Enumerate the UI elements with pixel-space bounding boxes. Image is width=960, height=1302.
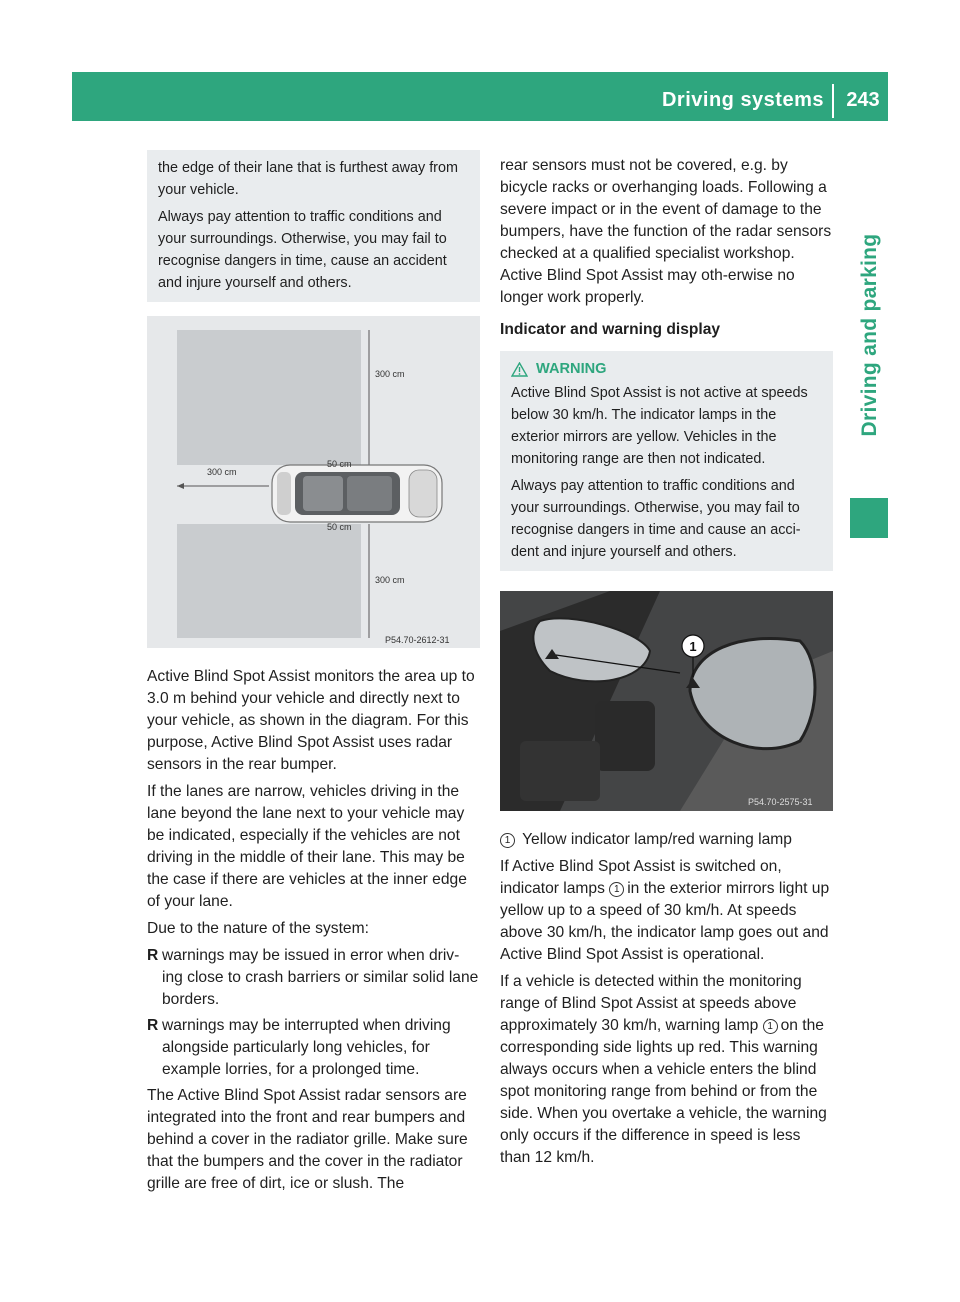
- photo-callout: 1: [689, 639, 697, 654]
- legend-text: Yellow indicator lamp/red warning lamp: [522, 831, 792, 848]
- vehicle-top-view: [272, 465, 442, 522]
- side-tab-label: Driving and parking: [858, 233, 881, 437]
- label-300cm-bottom: 300 cm: [375, 575, 405, 585]
- page-header: [72, 72, 888, 121]
- warning-text-2: Always pay attention to traffic conditions and your surroundings. Otherwise, you may fail to recognise dangers in time and cause an acci-dent and injure yourself and others.: [511, 478, 801, 560]
- label-300cm-side: 300 cm: [207, 467, 237, 477]
- right-paragraph-1: rear sensors must not be covered, e.g. by bicycle racks or overhanging loads. Following a severe impact or in the event of damage to the bumpers, have the function of the radar sensors checked at a qualified specialist workshop. Active Blind Spot Assist may oth-erwise no longer work properly.: [500, 157, 832, 306]
- callout-marker: 1: [763, 1019, 778, 1034]
- label-50cm-bottom: 50 cm: [327, 522, 352, 532]
- section-title: Driving systems: [661, 89, 824, 111]
- left-paragraph-4: The Active Blind Spot Assist radar sensors are integrated into the front and rear bumpers and behind a cover in the radiator grille. Make sure that the bumpers and the cover in the radiator grille are free of dirt, ice or slush. The: [147, 1087, 468, 1192]
- left-paragraph-2: If the lanes are narrow, vehicles driving in the lane beyond the lane next to your vehicle may be indicated, especially if the vehicles are not driving in the middle of their lane. This may be the case if there are vehicles at the inner edge of your lane.: [147, 783, 467, 910]
- side-tab-marker: [850, 498, 888, 538]
- label-50cm-top: 50 cm: [327, 459, 352, 469]
- right-paragraph-3-end: on the corresponding side lights up red. This warning always occurs when a vehicle enters the blind spot monitoring range from behind or from the side. When you overtake a vehicle, the warning only occurs if the difference in speed is less than 12 km/h.: [500, 1017, 827, 1166]
- mirror-photo-svg: [500, 591, 833, 811]
- mirror-photo: [500, 591, 833, 818]
- right-paragraph-3-start: If a vehicle is detected within the monitoring range of Blind Spot Assist at speeds above approximately 30 km/h, warning lamp: [500, 973, 802, 1034]
- limitations-list: [147, 945, 480, 1081]
- monitoring-range-diagram: [147, 316, 480, 655]
- left-column: [147, 150, 480, 1200]
- right-paragraph-2-start: If Active Blind Spot Assist is switched on, indicator lamps: [500, 858, 782, 897]
- warning-text-1: Active Blind Spot Assist is not active at speeds below 30 km/h. The indicator lamps in the exterior mirrors are yellow. Vehicles in the monitoring range are then not indicated.: [511, 385, 808, 467]
- list-item: [147, 945, 480, 1011]
- subheading-indicator: Indicator and warning display: [500, 321, 721, 338]
- bullet-text: warnings may be issued in error when driv-ing close to crash barriers or similar solid lane borders.: [162, 947, 479, 1008]
- zone-upper: [177, 330, 361, 465]
- right-paragraph-2: [500, 856, 833, 966]
- callout-marker: 1: [609, 882, 624, 897]
- warning-title: WARNING: [536, 361, 607, 377]
- side-tab: [850, 180, 890, 490]
- warning-box-continued: [147, 150, 480, 302]
- right-column: [500, 155, 833, 1174]
- left-paragraph-3: Due to the nature of the system:: [147, 920, 369, 937]
- header-separator: [832, 84, 834, 118]
- warning-triangle-icon: [511, 362, 528, 377]
- legend-item: [500, 829, 833, 851]
- warning-header: [511, 358, 826, 380]
- bullet-marker: R: [147, 1017, 159, 1034]
- right-paragraph-3: [500, 971, 833, 1169]
- bullet-marker: R: [147, 947, 159, 964]
- callout-marker: 1: [500, 833, 515, 848]
- diagram-svg: [147, 316, 480, 648]
- left-paragraph-1: Active Blind Spot Assist monitors the area up to 3.0 m behind your vehicle and directly next to your vehicle, as shown in the diagram. For this purpose, Active Blind Spot Assist uses radar sensors in the rear bumper.: [147, 668, 475, 773]
- diagram-reference: P54.70-2612-31: [385, 635, 450, 645]
- page-number: 243: [846, 89, 880, 111]
- warning-cont-text-1: the edge of their lane that is furthest away from your vehicle.: [158, 160, 458, 198]
- warning-box: [500, 351, 833, 571]
- list-item: [147, 1015, 480, 1081]
- photo-reference: P54.70-2575-31: [748, 797, 813, 807]
- label-300cm-top: 300 cm: [375, 369, 405, 379]
- warning-cont-text-2: Always pay attention to traffic conditions and your surroundings. Otherwise, you may fail to recognise dangers in time, cause an accident and injure yourself and others.: [158, 209, 447, 291]
- zone-lower: [177, 524, 361, 638]
- bullet-text: warnings may be interrupted when driving alongside particularly long vehicles, for example lorries, for a prolonged time.: [162, 1017, 451, 1078]
- right-paragraph-2-end: in the exterior mirrors light up yellow up to a speed of 30 km/h. At speeds above 30 km/h, the indicator lamp goes out and Active Blind Spot Assist is operational.: [500, 880, 830, 963]
